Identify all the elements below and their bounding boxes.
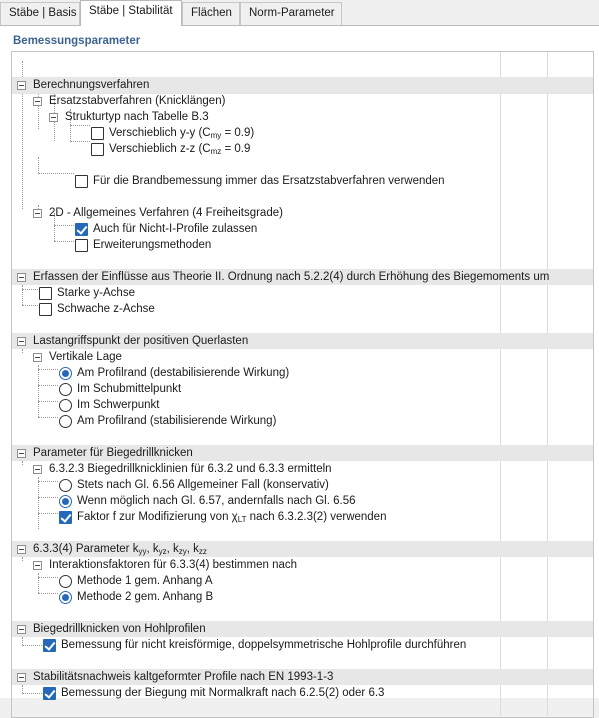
starke-checkbox[interactable] <box>39 287 52 300</box>
faktor-checkbox[interactable] <box>59 511 72 524</box>
collapse-icon[interactable] <box>17 545 26 554</box>
tree-guide <box>22 693 42 694</box>
collapse-icon[interactable] <box>33 97 42 106</box>
group-label: Berechnungsverfahren <box>33 79 150 91</box>
wenn-label: Wenn möglich nach Gl. 6.57, andernfalls nach Gl. 6.56 <box>77 495 356 507</box>
schubmittel-label: Im Schubmittelpunkt <box>77 383 182 395</box>
tab-label: Norm-Parameter <box>249 7 335 19</box>
tab-flaechen[interactable] <box>182 2 240 25</box>
profilrand-stab-label: Am Profilrand (stabilisierende Wirkung) <box>77 415 277 427</box>
tree-guide <box>22 305 38 306</box>
kaltgeformt-checkbox[interactable] <box>43 687 56 700</box>
methode1-radio[interactable] <box>59 575 72 588</box>
node-label: Vertikale Lage <box>49 351 122 363</box>
tree-guide <box>38 157 39 173</box>
hohlprofil-checkbox[interactable] <box>43 639 56 652</box>
stets-label: Stets nach Gl. 6.56 Allgemeiner Fall (konservativ) <box>77 479 329 491</box>
tree-guide <box>22 461 23 465</box>
wenn-radio[interactable] <box>59 495 72 508</box>
verschieblich-y-label: Verschieblich y-y $(C_{my} = 0.9)$ <box>109 127 255 140</box>
collapse-icon[interactable] <box>17 81 26 90</box>
erweiterung-label: Erweiterungsmethoden <box>93 239 212 251</box>
methode2-radio[interactable] <box>59 591 72 604</box>
node-label: 2D - Allgemeines Verfahren (4 Freiheitsgrade) <box>49 207 283 219</box>
hohlprofil-label: Bemessung für nicht kreisförmige, doppelsymmetrische Hohlprofile durchführen <box>61 639 467 651</box>
group-label: Lastangriffspunkt der positiven Querlasten <box>33 335 249 347</box>
methode2-label: Methode 2 gem. Anhang B <box>77 591 214 603</box>
starke-label: Starke y-Achse <box>57 287 135 299</box>
section-title: Bemessungsparameter <box>13 35 141 47</box>
tree-guide <box>22 685 23 693</box>
tree-guide <box>38 173 74 174</box>
tab-panel <box>0 25 599 698</box>
tree-guide <box>70 141 90 142</box>
tree-guide <box>38 365 39 417</box>
verschieblich-z-label: Verschieblich z-z ($C_{mz} = 0.9$ <box>109 143 251 156</box>
nicht-i-label: Auch für Nicht-I-Profile zulassen <box>93 223 258 235</box>
tree-guide <box>38 477 39 529</box>
tree-guide <box>22 289 38 290</box>
schwerpunkt-label: Im Schwerpunkt <box>77 399 160 411</box>
tree-guide <box>38 593 58 594</box>
tree-guide <box>38 497 58 498</box>
brand-checkbox[interactable] <box>75 175 88 188</box>
profilrand-destab-label: Am Profilrand (destabilisierende Wirkung) <box>77 367 290 379</box>
group-label: Erfassen der Einflüsse aus Theorie II. Ordnung nach 5.2.2(4) durch Erhöhung des Biegemoments um <box>33 271 550 283</box>
collapse-icon[interactable] <box>17 625 26 634</box>
collapse-icon[interactable] <box>17 673 26 682</box>
tree-guide <box>38 417 58 418</box>
collapse-icon[interactable] <box>33 465 42 474</box>
node-label: Interaktionsfaktoren für 6.3.3(4) bestimmen nach <box>49 559 298 571</box>
faktor-label: Faktor f zur Modifizierung von $\chi_{LT}$ nach 6.3.2.3(2) verwenden <box>77 511 387 524</box>
tree-guide <box>22 349 23 353</box>
tree-guide <box>38 513 58 514</box>
tree-guide <box>22 637 23 645</box>
collapse-icon[interactable] <box>49 113 58 122</box>
collapse-icon[interactable] <box>33 209 42 218</box>
group-label: Biegedrillknicken von Hohlprofilen <box>33 623 206 635</box>
collapse-icon[interactable] <box>33 353 42 362</box>
schwache-checkbox[interactable] <box>39 303 52 316</box>
tab-norm-parameter[interactable] <box>240 2 342 25</box>
collapse-icon[interactable] <box>17 449 26 458</box>
collapse-icon[interactable] <box>17 337 26 346</box>
tab-label: Stäbe | Stabilität <box>89 5 173 17</box>
tree-guide <box>38 481 58 482</box>
tree-guide <box>54 241 74 242</box>
verschieblich-y-checkbox[interactable] <box>91 127 104 140</box>
collapse-icon[interactable] <box>33 561 42 570</box>
tree-guide <box>54 225 74 226</box>
nicht-i-checkbox[interactable] <box>75 223 88 236</box>
kaltgeformt-label: Bemessung der Biegung mit Normalkraft nach 6.2.5(2) oder 6.3 <box>61 687 385 699</box>
profilrand-destab-radio[interactable] <box>59 367 72 380</box>
tree-guide <box>22 645 42 646</box>
group-label: Parameter für Biegedrillknicken <box>33 447 193 459</box>
tree-guide <box>22 557 23 561</box>
tab-label: Flächen <box>191 7 232 19</box>
column-divider <box>500 52 501 716</box>
group-label: Stabilitätsnachweis kaltgeformter Profile nach EN 1993-1-3 <box>33 671 334 683</box>
tree-guide <box>38 369 58 370</box>
schwache-label: Schwache z-Achse <box>57 303 155 315</box>
tree-guide <box>70 125 90 126</box>
tree-guide <box>22 285 23 305</box>
node-label: Strukturtyp nach Tabelle B.3 <box>65 111 209 123</box>
tree-guide <box>38 577 58 578</box>
tab-staebe-stabilitaet[interactable] <box>80 0 182 26</box>
tab-bar <box>0 0 599 25</box>
verschieblich-z-checkbox[interactable] <box>91 143 104 156</box>
stets-radio[interactable] <box>59 479 72 492</box>
tab-label: Stäbe | Basis <box>9 7 77 19</box>
node-label: 6.3.2.3 Biegedrillknicklinien für 6.3.2 und 6.3.3 ermitteln <box>49 463 332 475</box>
methode1-label: Methode 1 gem. Anhang A <box>77 575 213 587</box>
tab-staebe-basis[interactable] <box>0 2 80 25</box>
tree-guide <box>38 401 58 402</box>
schubmittel-radio[interactable] <box>59 383 72 396</box>
profilrand-stab-radio[interactable] <box>59 415 72 428</box>
brand-label: Für die Brandbemessung immer das Ersatzstabverfahren verwenden <box>93 175 445 187</box>
tree-guide <box>38 573 39 593</box>
schwerpunkt-radio[interactable] <box>59 399 72 412</box>
column-divider <box>547 52 548 716</box>
collapse-icon[interactable] <box>17 273 26 282</box>
tree-guide <box>38 385 58 386</box>
parameter-tree <box>11 51 594 718</box>
node-label: Ersatzstabverfahren (Knicklängen) <box>49 95 226 107</box>
group-label: 6.3.3(4) Parameter $k_{yy}$, $k_{yz}$, $k_{zy}$, $k_{zz}$ <box>33 543 207 556</box>
erweiterung-checkbox[interactable] <box>75 239 88 252</box>
